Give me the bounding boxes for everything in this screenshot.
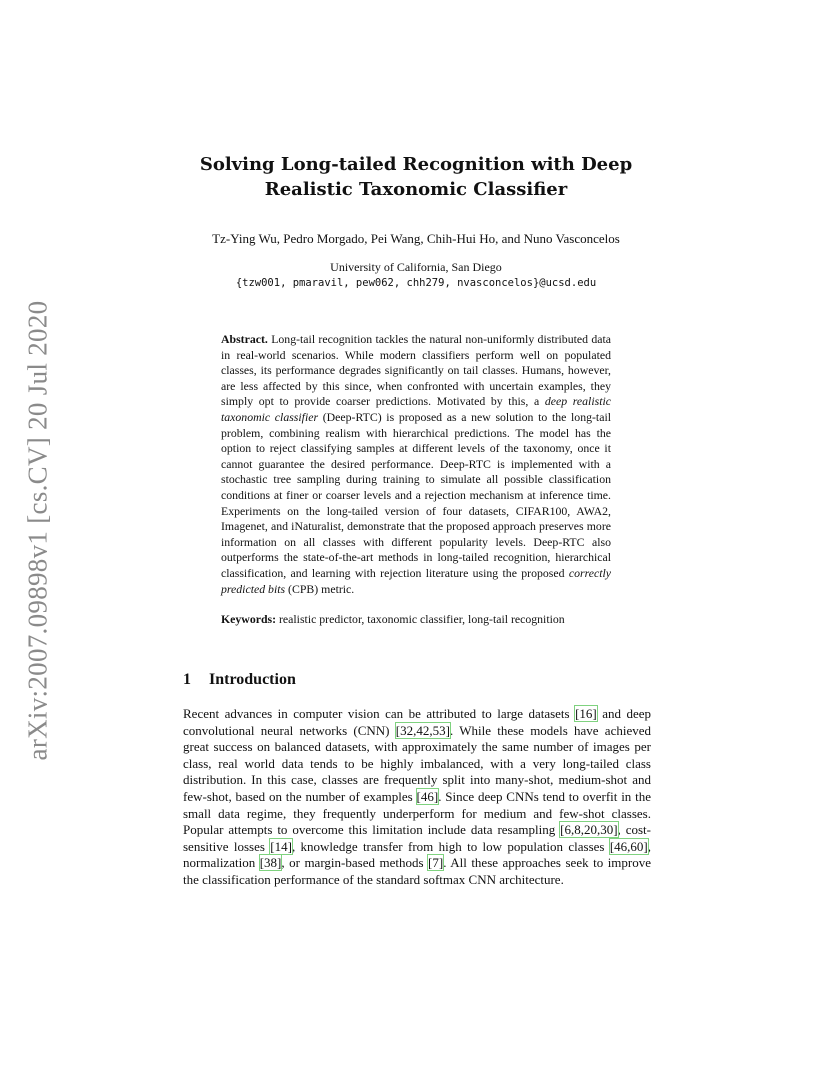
citation-link[interactable]: [32,42,53] (395, 722, 450, 738)
keywords (221, 612, 611, 628)
citation-link[interactable]: [14] (270, 838, 292, 854)
citation-link[interactable]: [38] (259, 855, 282, 871)
citation-link[interactable]: [46,60] (609, 838, 648, 854)
arxiv-identifier-stamp (18, 300, 58, 760)
affiliation: University of California, San Diego (330, 260, 502, 274)
abstract-emphasis-2: correctly predicted bits (221, 565, 611, 596)
intro-text: , cost-sensitive losses (183, 822, 651, 854)
intro-text: , normalization (183, 838, 651, 871)
title-line-1: Solving Long-tailed Recognition with Deep (199, 154, 633, 175)
intro-text: . All these approaches seek to improve the classification performance of the standard softmax CNN architecture. (183, 855, 652, 887)
citation-link[interactable]: [7] (428, 855, 444, 871)
title-line-2: Realistic Taxonomic Classifier (264, 179, 568, 200)
abstract-emphasis-1: deep realistic taxonomic classifier (221, 394, 611, 424)
intro-text: and deep convolutional neural networks (CNN) (183, 706, 652, 738)
keywords-label: Keywords: (221, 612, 277, 626)
introduction-paragraph (183, 706, 651, 889)
affiliation-block (150, 259, 682, 291)
abstract (221, 332, 611, 597)
author-list: Tz-Ying Wu, Pedro Morgado, Pei Wang, Chih-Hui Ho, and Nuno Vasconcelos (212, 231, 620, 246)
intro-text: . While these models have achieved great success on balanced datasets, with approximately the same number of images per class, real world data tends to be highly imbalanced, with a very long-tailed class distribution. In this case, classes are frequently split into many-shot, medium-shot and few-shot, based on the number of examples (183, 722, 651, 804)
intro-text: Recent advances in computer vision can be attributed to large datasets (183, 706, 576, 721)
email-list: {tzw001, pmaravil, pew062, chh279, nvasconcelos}@ucsd.edu (235, 277, 597, 289)
citation-link[interactable]: [16] (575, 706, 597, 721)
section-heading (183, 671, 296, 689)
citation-link[interactable]: [6,8,20,30] (560, 822, 618, 838)
keywords-text: realistic predictor, taxonomic classifier, long-tail recognition (279, 612, 565, 626)
abstract-text-1: Long-tail recognition tackles the natural non-uniformly distributed data in real-world scenarios. While modern classifiers perform well on populated classes, its performance degrades significantly on tail classes. Humans, however, are less affected by this since, when confronted with uncertain examples, they simply opt to provide coarser predictions. Motivated by this, a (221, 332, 611, 409)
abstract-text-3: (CPB) metric. (285, 581, 355, 596)
intro-text: . Since deep CNNs tend to overfit in the small data regime, they frequently underperform for medium and few-shot classes. Popular attempts to overcome this limitation include data resampling (183, 788, 651, 838)
section-number: 1 (183, 671, 191, 688)
abstract-text-2: (Deep-RTC) is proposed as a new solution to the long-tail problem, combining realism with hierarchical predictions. The model has the option to reject classifying samples at different levels of the taxonomy, once it cannot guarantee the desired performance. Deep-RTC is implemented with a stochastic tree sampling during training to simulate all possible classification conditions at finer or coarser levels and a rejection mechanism at inference time. Experiments on the long-tailed version of four datasets, CIFAR100, AWA2, Imagenet, and iNaturalist, demonstrate that the proposed approach preserves more information on all classes with different popularity levels. Deep-RTC also outperforms the state-of-the-art methods in long-tailed recognition, hierarchical classification, and learning with rejection literature using the proposed (221, 409, 612, 580)
paper-title (150, 152, 682, 202)
section-title: Introduction (209, 671, 296, 688)
intro-text: , or margin-based methods (281, 855, 429, 871)
intro-text: , knowledge transfer from high to low population classes (291, 838, 610, 854)
arxiv-identifier-text: arXiv:2007.09898v1 [cs.CV] 20 Jul 2020 (22, 300, 53, 760)
abstract-label: Abstract. (221, 332, 268, 346)
citation-link[interactable]: [46] (416, 788, 439, 804)
